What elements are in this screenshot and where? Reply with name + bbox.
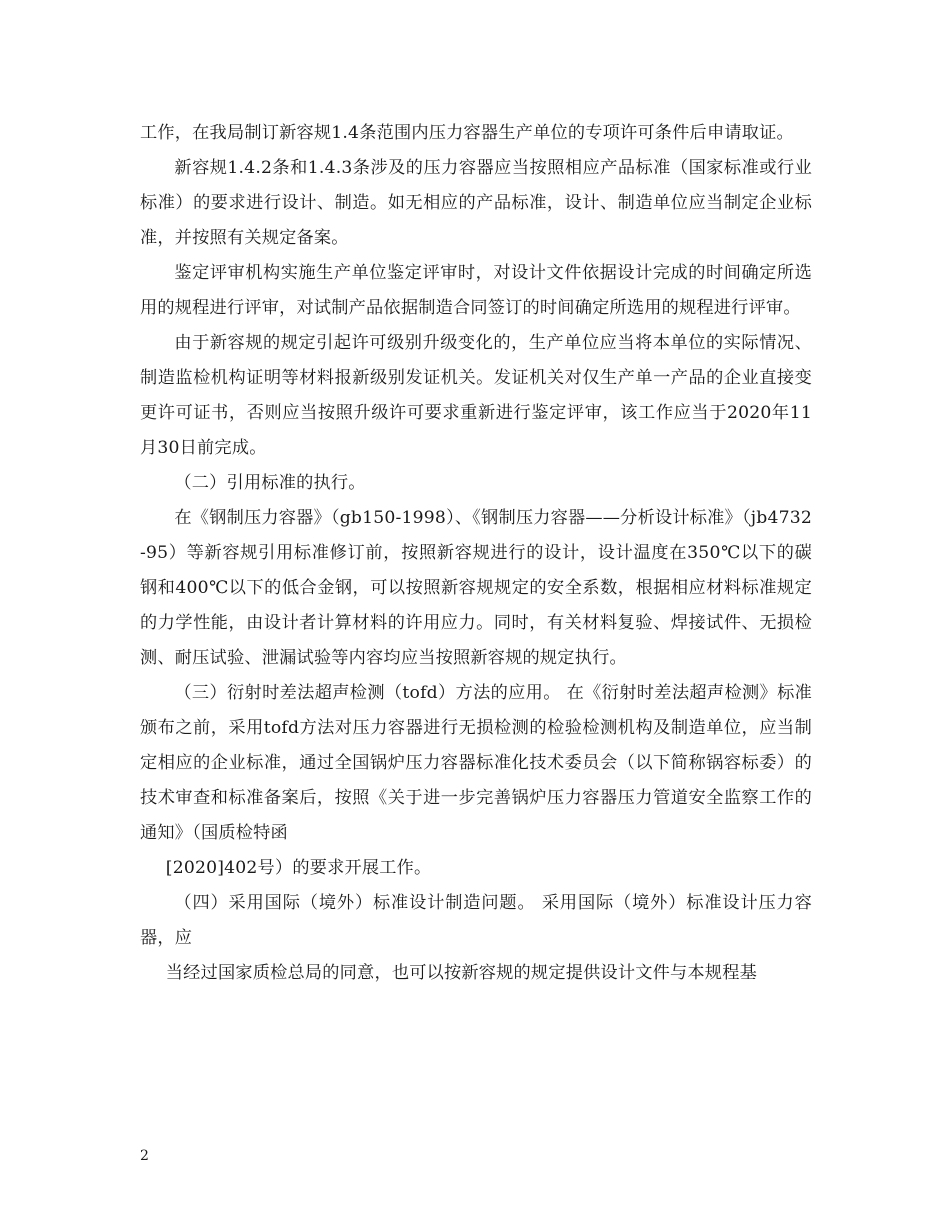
paragraph-license-upgrade: 由于新容规的规定引起许可级别升级变化的，生产单位应当将本单位的实际情况、制造监检机构证明等材料报新级别发证机关。发证机关对仅生产单一产品的企业直接变更许可证书，否则应当按照升级许可要求重新进行鉴定评审，该工作应当于2020年11月30日前完成。: [140, 333, 812, 458]
page-number: 2: [140, 1148, 149, 1164]
section-heading-standards: （二）引用标准的执行。: [174, 473, 366, 493]
paragraph-steel-vessels: 在《钢制压力容器》（gb150-1998）、《钢制压力容器——分析设计标准》（jb4732-95）等新容规引用标准修订前，按照新容规进行的设计，设计温度在350℃以下的碳钢和400℃以下的低合金钢，可以按照新容规规定的安全系数，根据相应材料标准规定的力学性能，由设计者计算材料的许用应力。同时，有关材料复验、焊接试件、无损检测、耐压试验、泄漏试验等内容均应当按照新容规的规定执行。: [140, 508, 812, 668]
paragraph-continuation: 工作，在我局制订新容规1.4条范围内压力容器生产单位的专项许可条件后申请取证。: [140, 123, 794, 143]
paragraph-notice-reference: [2020]402号）的要求开展工作。: [165, 858, 432, 878]
paragraph-standards-requirement: 新容规1.4.2条和1.4.3条涉及的压力容器应当按照相应产品标准（国家标准或行业标准）的要求进行设计、制造。如无相应的产品标准，设计、制造单位应当制定企业标准，并按照有关规定备案。: [140, 158, 812, 248]
paragraph-international-standards: （四）采用国际（境外）标准设计制造问题。 采用国际（境外）标准设计压力容器，应: [140, 893, 812, 948]
paragraph-tofd-method: （三）衍射时差法超声检测（tofd）方法的应用。 在《衍射时差法超声检测》标准颁布之前，采用tofd方法对压力容器进行无损检测的检验检测机构及制造单位，应当制定相应的企业标准，通过全国锅炉压力容器标准化技术委员会（以下简称锅容标委）的技术审查和标准备案后，按照《关于进一步完善锅炉压力容器压力管道安全监察工作的通知》（国质检特函: [140, 683, 812, 843]
document-body: [140, 116, 812, 991]
paragraph-approval-continuation: 当经过国家质检总局的同意，也可以按新容规的规定提供设计文件与本规程基: [165, 963, 757, 983]
paragraph-review-procedure: 鉴定评审机构实施生产单位鉴定评审时，对设计文件依据设计完成的时间确定所选用的规程进行评审，对试制产品依据制造合同签订的时间确定所选用的规程进行评审。: [140, 263, 812, 318]
